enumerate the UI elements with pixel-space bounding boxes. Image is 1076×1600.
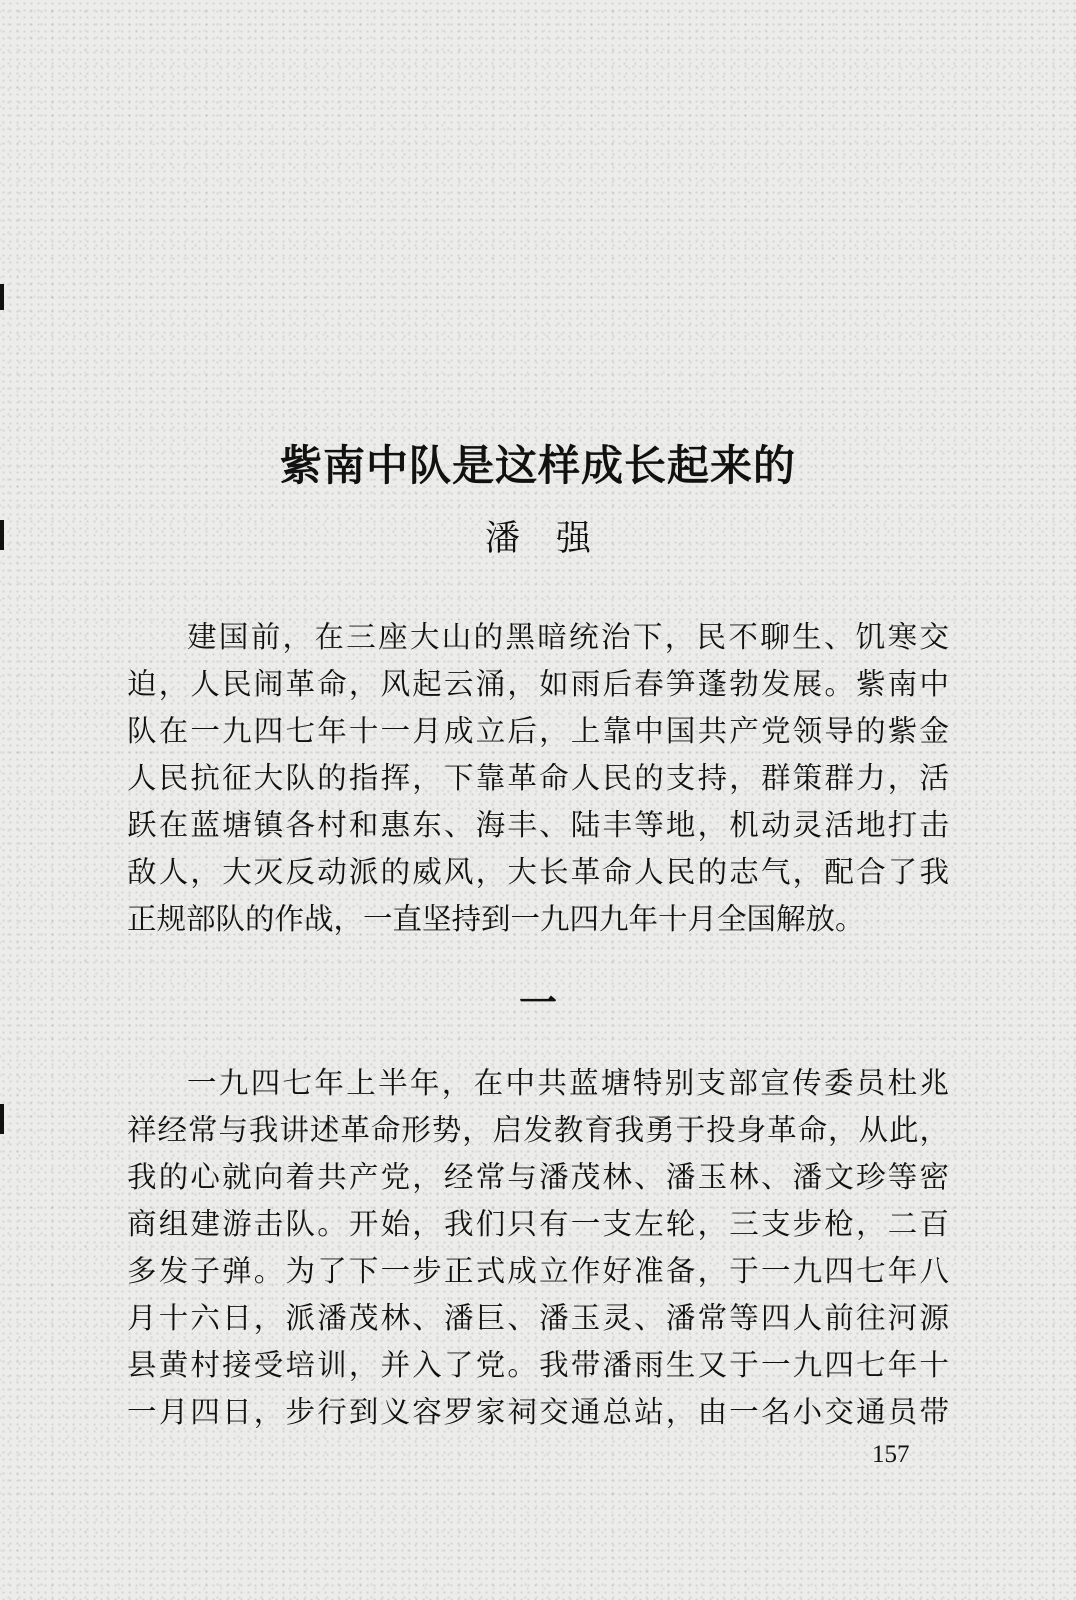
text-line: 建国前，在三座大山的黑暗统治下，民不聊生、饥寒交: [187, 620, 949, 654]
text-line: 一九四七年上半年，在中共蓝塘特别支部宣传委员杜兆: [187, 1066, 949, 1100]
section-number: 一: [518, 980, 557, 1025]
text-line: 敌人，大灭反动派的威风，大长革命人民的志气，配合了我: [127, 855, 949, 889]
text-line: 多发子弹。为了下一步正式成立作好准备，于一九四七年八: [127, 1254, 949, 1288]
text-line: 跃在蓝塘镇各村和惠东、海丰、陆丰等地，机动灵活地打击: [127, 808, 949, 842]
text-line: 正规部队的作战，一直坚持到一九四九年十月全国解放。: [127, 902, 865, 936]
article-title: 紫南中队是这样成长起来的: [279, 441, 796, 491]
text-line: 商组建游击队。开始，我们只有一支左轮，三支步枪，二百: [127, 1207, 949, 1241]
text-line: 我的心就向着共产党，经常与潘茂林、潘玉林、潘文珍等密: [127, 1160, 949, 1194]
author-name: 潘强: [484, 519, 627, 559]
scan-edge-mark: [0, 284, 4, 310]
text-line: 人民抗征大队的指挥，下靠革命人民的支持，群策群力，活: [127, 761, 949, 795]
text-line: 队在一九四七年十一月成立后，上靠中国共产党领导的紫金: [127, 714, 949, 748]
scan-edge-mark: [0, 1104, 4, 1134]
text-line: 县黄村接受培训，并入了党。我带潘雨生又于一九四七年十: [127, 1348, 949, 1382]
paragraph-intro: [127, 614, 949, 943]
text-line: 一月四日，步行到义容罗家祠交通总站，由一名小交通员带: [127, 1395, 949, 1429]
text-line: 祥经常与我讲述革命形势，启发教育我勇于投身革命，从此，: [127, 1113, 949, 1147]
page-number: 157: [872, 1441, 910, 1468]
paragraph-section-one: [127, 1060, 949, 1436]
text-line: 迫，人民闹革命，风起云涌，如雨后春笋蓬勃发展。紫南中: [127, 667, 949, 701]
text-line: 月十六日，派潘茂林、潘巨、潘玉灵、潘常等四人前往河源: [127, 1301, 949, 1335]
